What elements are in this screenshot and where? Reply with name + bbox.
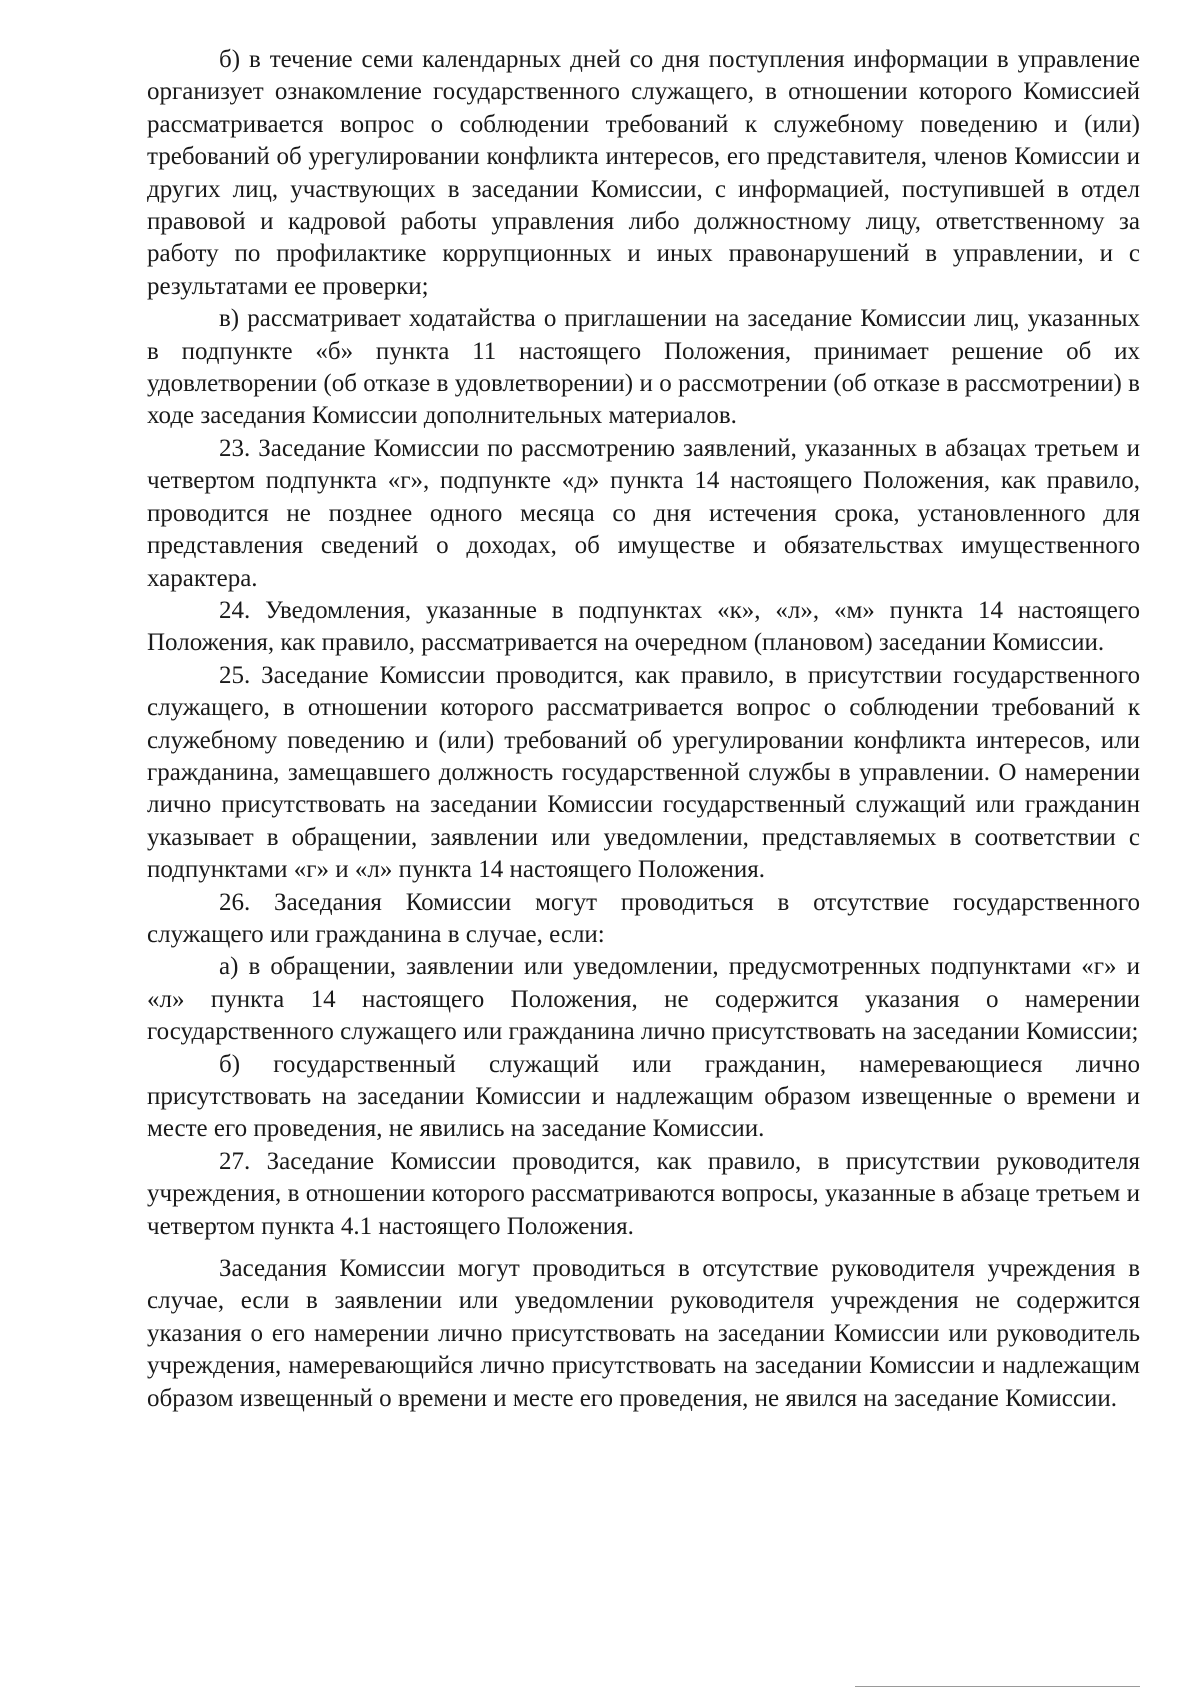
paragraph-22v: в) рассматривает ходатайства о приглашении на заседание Комиссии лиц, указанных в подпункте «б» пункта 11 настоящего Положения, принимает решение об их удовлетворении (об отказе в удовлетворении) и о рассмотрении (об отказе в рассмотрении) в ходе заседания Комиссии дополнительных материалов.	[147, 305, 1140, 430]
paragraph-26a: а) в обращении, заявлении или уведомлении, предусмотренных подпунктами «г» и «л» пункта 14 настоящего Положения, не содержится указания о намерении государственного служащего или гражданина лично присутствовать на заседании Комиссии;	[147, 953, 1140, 1046]
paragraph-25: 25. Заседание Комиссии проводится, как правило, в присутствии государственного служащего, в отношении которого рассматривается вопрос о соблюдении требований к служебному поведению и (или) требований об урегулировании конфликта интересов, или гражданина, замещавшего должность государственной службы в управлении. О намерении лично присутствовать на заседании Комиссии государственный служащий или гражданин указывает в обращении, заявлении или уведомлении, представляемых в соответствии с подпунктами «г» и «л» пункта 14 настоящего Положения.	[147, 661, 1140, 884]
bottom-divider	[855, 1686, 1140, 1687]
paragraph-22b: б) в течение семи календарных дней со дня поступления информации в управление организует ознакомление государственного служащего, в отношении которого Комиссией рассматривается вопрос о соблюдении требований к служебному поведению и (или) требований об урегулировании конфликта интересов, его представителя, членов Комиссии и других лиц, участвующих в заседании Комиссии, с информацией, поступившей в отдел правовой и кадровой работы управления либо должностному лицу, ответственному за работу по профилактике коррупционных и иных правонарушений в управлении, и с результатами ее проверки;	[147, 46, 1140, 300]
paragraph-27-continued: Заседания Комиссии могут проводиться в отсутствие руководителя учреждения в случае, если в заявлении или уведомлении руководителя учреждения не содержится указания о его намерении лично присутствовать на заседании Комиссии или руководитель учреждения, намеревающийся лично присутствовать на заседании Комиссии и надлежащим образом извещенный о времени и месте его проведения, не явился на заседание Комиссии.	[147, 1255, 1140, 1412]
paragraph-23: 23. Заседание Комиссии по рассмотрению заявлений, указанных в абзацах третьем и четвертом подпункта «г», подпункте «д» пункта 14 настоящего Положения, как правило, проводится не позднее одного месяца со дня истечения срока, установленного для представления сведений о доходах, об имуществе и обязательствах имущественного характера.	[147, 434, 1140, 592]
paragraph-26b: б) государственный служащий или гражданин, намеревающиеся лично присутствовать на заседании Комиссии и надлежащим образом извещенные о времени и месте его проведения, не явились на заседание Комиссии.	[147, 1050, 1140, 1143]
document-body	[147, 44, 1140, 1415]
paragraph-24: 24. Уведомления, указанные в подпунктах «к», «л», «м» пункта 14 настоящего Положения, как правило, рассматривается на очередном (плановом) заседании Комиссии.	[147, 596, 1140, 657]
paragraph-27: 27. Заседание Комиссии проводится, как правило, в присутствии руководителя учреждения, в отношении которого рассматриваются вопросы, указанные в абзаце третьем и четвертом пункта 4.1 настоящего Положения.	[147, 1147, 1140, 1240]
paragraph-26: 26. Заседания Комиссии могут проводиться в отсутствие государственного служащего или гражданина в случае, если:	[147, 888, 1140, 948]
